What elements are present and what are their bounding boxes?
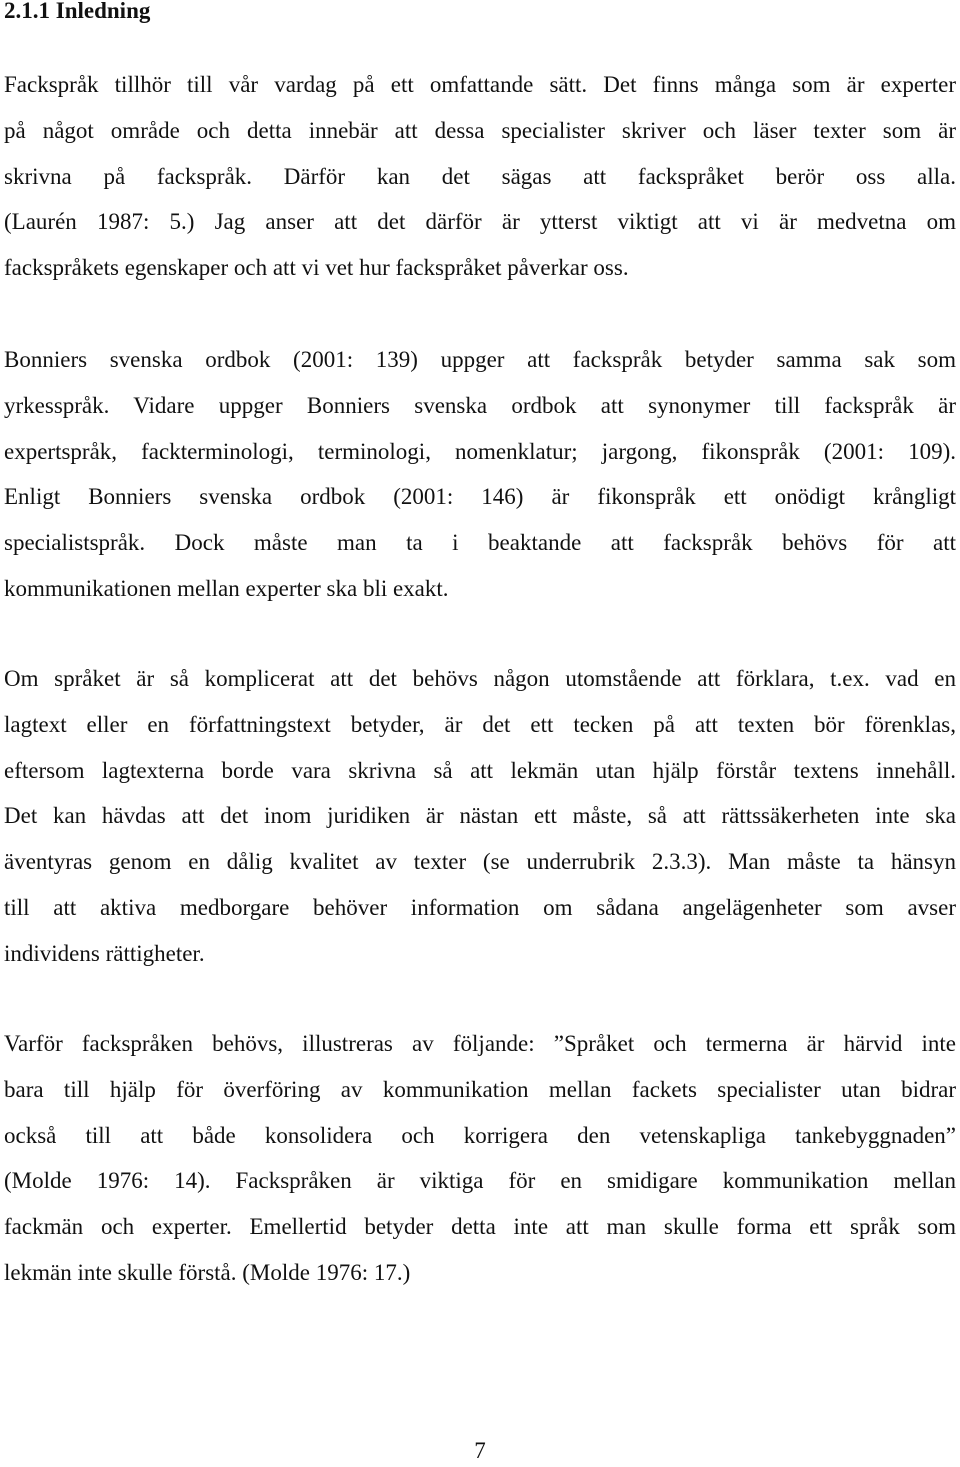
paragraph-line: specialistspråk. Dock måste man ta i beaktande att fackspråk behövs för att bbox=[4, 530, 956, 556]
paragraph-line: kommunikationen mellan experter ska bli exakt. bbox=[4, 575, 449, 601]
paragraph-line: fackspråkets egenskaper och att vi vet hur fackspråket påverkar oss. bbox=[4, 255, 629, 281]
paragraph-1 bbox=[4, 62, 956, 291]
paragraph-line: (Laurén 1987: 5.) Jag anser att det därför är ytterst viktigt att vi är medvetna om bbox=[4, 209, 956, 235]
paragraph-line: eftersom lagtexterna borde vara skrivna så att lekmän utan hjälp förstår textens innehåll. bbox=[4, 757, 956, 783]
paragraph-line: Enligt Bonniers svenska ordbok (2001: 146) är fikonspråk ett onödigt krångligt bbox=[4, 484, 956, 510]
paragraph-3 bbox=[4, 656, 956, 977]
paragraph-line: bara till hjälp för överföring av kommunikation mellan fackets specialister utan bidrar bbox=[4, 1076, 956, 1102]
paragraph-4 bbox=[4, 1021, 956, 1296]
paragraph-line: också till att både konsolidera och korrigera den vetenskapliga tankebyggnaden” bbox=[4, 1122, 956, 1148]
paragraph-line: Fackspråk tillhör till vår vardag på ett omfattande sätt. Det finns många som är experter bbox=[4, 72, 956, 97]
paragraph-line: Det kan hävdas att det inom juridiken är nästan ett måste, så att rättssäkerheten inte ska bbox=[4, 803, 956, 829]
paragraph-line: lagtext eller en författningstext betyder, är det ett tecken på att texten bör förenklas, bbox=[4, 711, 956, 737]
paragraph-line: Om språket är så komplicerat att det behövs någon utomstående att förklara, t.ex. vad en bbox=[4, 666, 956, 691]
paragraph-line: äventyras genom en dålig kvalitet av texter (se underrubrik 2.3.3). Man måste ta hänsyn bbox=[4, 849, 956, 875]
paragraph-line: expertspråk, fackterminologi, terminologi, nomenklatur; jargong, fikonspråk (2001: 109). bbox=[4, 438, 956, 464]
paragraph-2 bbox=[4, 337, 956, 612]
page-number: 7 bbox=[474, 1438, 486, 1463]
paragraph-line: skrivna på fackspråk. Därför kan det sägas att fackspråket berör oss alla. bbox=[4, 163, 956, 189]
paragraph-line: fackmän och experter. Emellertid betyder detta inte att man skulle forma ett språk som bbox=[4, 1214, 956, 1240]
section-heading: 2.1.1 Inledning bbox=[4, 0, 151, 23]
paragraph-line: individens rättigheter. bbox=[4, 940, 205, 966]
paragraph-line: till att aktiva medborgare behöver information om sådana angelägenheter som avser bbox=[4, 894, 956, 920]
paragraph-line: (Molde 1976: 14). Fackspråken är viktiga för en smidigare kommunikation mellan bbox=[4, 1168, 956, 1194]
paragraph-line: Bonniers svenska ordbok (2001: 139) uppger att fackspråk betyder samma sak som bbox=[4, 347, 956, 372]
paragraph-line: Varför fackspråken behövs, illustreras av följande: ”Språket och termerna är härvid inte bbox=[4, 1031, 956, 1056]
paragraph-line: yrkesspråk. Vidare uppger Bonniers svenska ordbok att synonymer till fackspråk är bbox=[4, 392, 956, 418]
paragraph-line: på något område och detta innebär att dessa specialister skriver och läser texter som är bbox=[4, 117, 956, 143]
paragraph-line: lekmän inte skulle förstå. (Molde 1976: 17.) bbox=[4, 1259, 411, 1285]
